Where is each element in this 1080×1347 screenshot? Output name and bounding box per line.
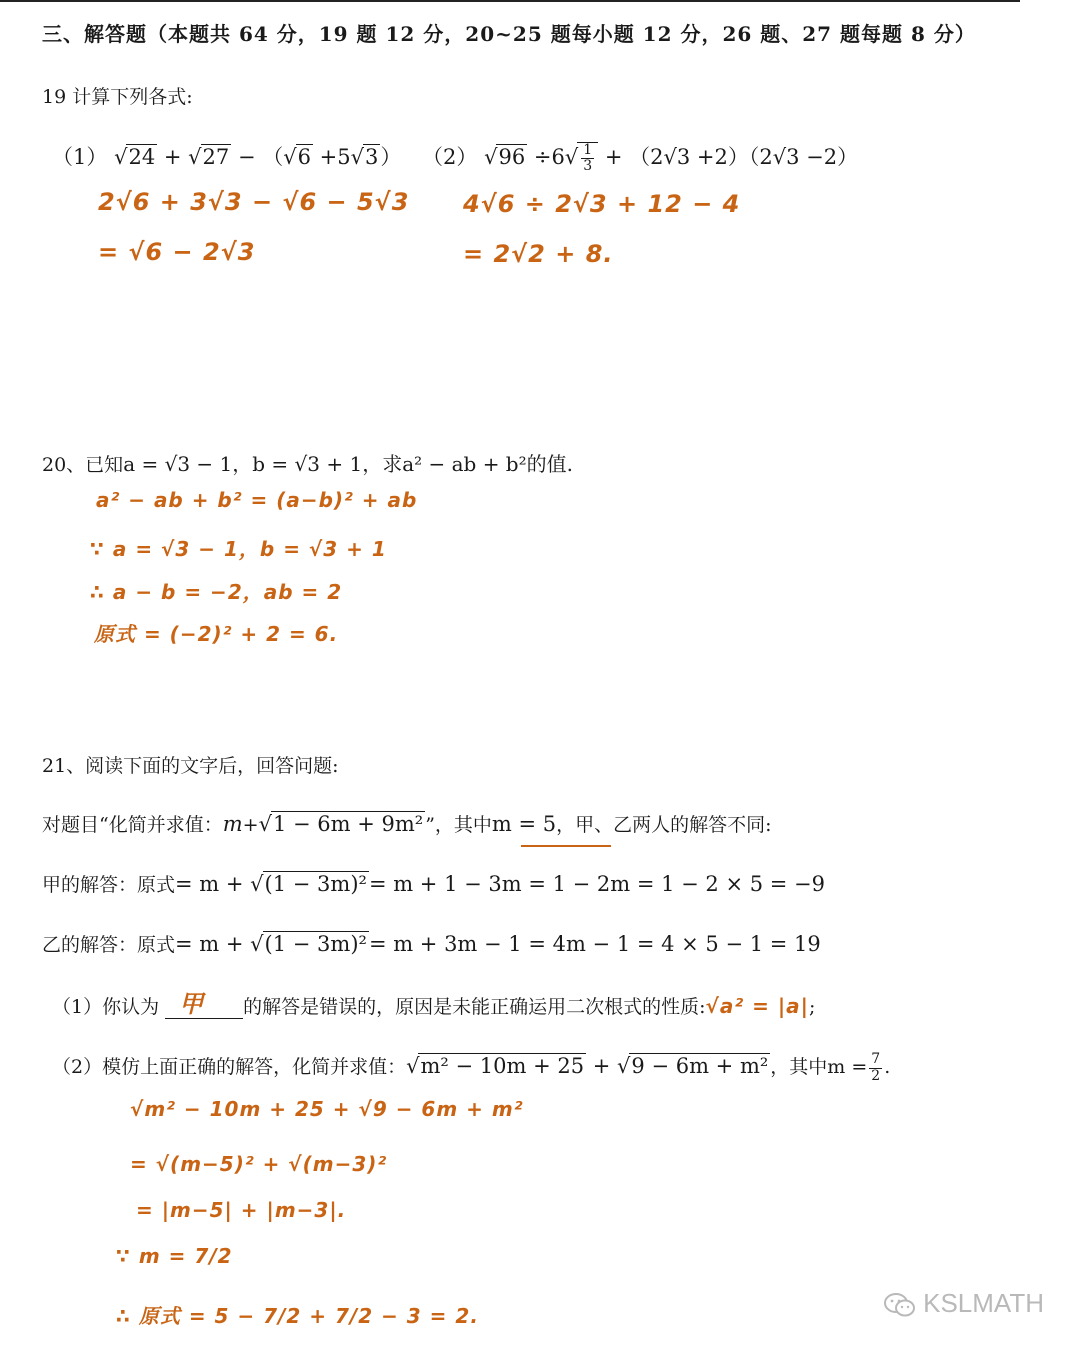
q21-work-line-4: ∵ m = 7/2 bbox=[116, 1244, 233, 1268]
q19-part1-label: （1） bbox=[52, 145, 108, 169]
radicand: 3 bbox=[365, 145, 379, 169]
wechat-icon bbox=[883, 1292, 917, 1318]
q21-part1 bbox=[52, 992, 815, 1019]
radical-sign bbox=[250, 872, 263, 896]
radical-sign bbox=[114, 145, 127, 169]
fraction bbox=[581, 143, 594, 175]
numerator: 7 bbox=[871, 1051, 881, 1068]
part1-end: ; bbox=[808, 996, 816, 1018]
radical-sign bbox=[188, 145, 201, 169]
radicand: m² − 10m + 25 bbox=[420, 1054, 585, 1078]
q19-part2-expression: （2） √ 96 ÷6√ $\frac{1}{3}$ + （2√3 +2）（2√3 −2） bbox=[422, 141, 858, 174]
q20-work-line-4: 原式 = (−2)² + 2 = 6. bbox=[94, 622, 339, 646]
radicand: 96 bbox=[498, 145, 526, 169]
fraction bbox=[869, 1052, 882, 1084]
part1-text: 的解答是错误的，原因是未能正确运用二次根式的性质: bbox=[243, 996, 706, 1018]
q21-work-line-1: √m² − 10m + 25 + √9 − 6m + m² bbox=[130, 1097, 524, 1121]
q21-problem-text: ，甲、乙两人的解答不同: bbox=[556, 814, 772, 836]
radical-sign bbox=[250, 932, 263, 956]
q21-work-line-2: = √(m−5)² + √(m−3)² bbox=[130, 1152, 388, 1176]
q19-part1-work-line-2: = √6 − 2√3 bbox=[98, 238, 256, 266]
denominator: 2 bbox=[871, 1067, 881, 1084]
part1-property-answer: √a² = |a| bbox=[705, 994, 809, 1018]
watermark bbox=[883, 1288, 1044, 1319]
part2-text: （2）模仿上面正确的解答，化简并求值： bbox=[52, 1056, 407, 1078]
jia-steps: = m + 1 − 3m = 1 − 2m = 1 − 2 × 5 = −9 bbox=[368, 872, 826, 896]
radical-sign bbox=[484, 145, 497, 169]
radicand: (1 − 3m)² bbox=[264, 872, 367, 896]
q19-part2-label: （2） bbox=[422, 145, 478, 169]
yi-steps: = m + 3m − 1 = 4m − 1 = 4 × 5 − 1 = 19 bbox=[368, 932, 821, 956]
q21-part2: （2）模仿上面正确的解答，化简并求值：√ m² − 10m + 25 + √ 9 − 6m + m² ，其中m = $\frac{7}{2}$ . bbox=[52, 1052, 890, 1084]
coefficient: 5 bbox=[337, 145, 351, 169]
radicand: 27 bbox=[202, 145, 230, 169]
q21-problem-text: ”，其中 bbox=[425, 814, 492, 836]
q19-part1-expression: （1） √ 24 + √ 27 − （√ 6 +5√ 3） bbox=[52, 141, 401, 171]
watermark-text: KSLMATH bbox=[923, 1288, 1044, 1318]
coefficient: 6 bbox=[551, 145, 565, 169]
answer-blank[interactable] bbox=[165, 990, 243, 1019]
q21-work-line-3: = |m−5| + |m−3|. bbox=[136, 1198, 347, 1222]
q21-work-line-5: ∴ 原式 = 5 − 7/2 + 7/2 − 3 = 2. bbox=[116, 1304, 479, 1328]
product-term: （2√3 +2）（2√3 −2） bbox=[629, 145, 859, 169]
radical-sign bbox=[565, 145, 578, 169]
yi-label: 乙的解答：原式 bbox=[42, 934, 176, 956]
section-title: 三、解答题（本题共 64 分，19 题 12 分，20~25 题每小题 12 分，26 题、27 题每题 8 分） bbox=[42, 22, 976, 46]
q20-prefix: 20、已知 bbox=[42, 454, 124, 476]
radical-sign bbox=[406, 1054, 419, 1078]
radicand: (1 − 3m)² bbox=[264, 932, 367, 956]
q20-question bbox=[42, 448, 573, 477]
handwritten-underline bbox=[521, 845, 611, 847]
q21-problem: 对题目“化简并求值：m+√ 1 − 6m + 9m² ”，其中m = 5，甲、乙两人的解答不同: bbox=[42, 810, 772, 837]
q20-text: a = √3 − 1，b = √3 + 1，求a² − ab + b²的值. bbox=[123, 452, 573, 476]
part1-text: （1）你认为 bbox=[52, 996, 160, 1018]
radicand: 24 bbox=[128, 145, 156, 169]
q19-part2-work-line-2: = 2√2 + 8. bbox=[463, 240, 614, 268]
radical-sign bbox=[617, 1054, 630, 1078]
q19-title: 19 计算下列各式: bbox=[42, 86, 193, 108]
q20-work-line-2: ∵ a = √3 − 1，b = √3 + 1 bbox=[90, 537, 387, 561]
radical-sign bbox=[283, 145, 296, 169]
q20-work-line-1: a² − ab + b² = (a−b)² + ab bbox=[96, 488, 418, 512]
numerator: 1 bbox=[583, 141, 593, 158]
denominator: 3 bbox=[583, 158, 593, 174]
q19-part2-work-line-1: 4√6 ÷ 2√3 + 12 − 4 bbox=[463, 190, 741, 218]
q19-part1-work-line-1: 2√6 + 3√3 − √6 − 5√3 bbox=[98, 188, 410, 216]
radical-sign bbox=[259, 812, 272, 836]
q21-condition: m = 5 bbox=[491, 812, 557, 836]
q21-title: 21、阅读下面的文字后，回答问题: bbox=[42, 755, 339, 777]
q21-yi-solution: 乙的解答：原式= m + √ (1 − 3m)²= m + 3m − 1 = 4m − 1 = 4 × 5 − 1 = 19 bbox=[42, 930, 821, 957]
radicand: 9 − 6m + m² bbox=[631, 1054, 769, 1078]
jia-label: 甲的解答：原式 bbox=[42, 874, 176, 896]
part1-answer: 甲 bbox=[179, 990, 205, 1018]
q21-problem-text: 对题目“化简并求值： bbox=[42, 814, 223, 836]
q21-jia-solution: 甲的解答：原式= m + √ (1 − 3m)²= m + 1 − 3m = 1 − 2m = 1 − 2 × 5 = −9 bbox=[42, 870, 825, 897]
q20-work-line-3: ∴ a − b = −2，ab = 2 bbox=[90, 580, 343, 604]
top-rule bbox=[0, 0, 1020, 2]
part2-text: ，其中m = bbox=[770, 1056, 868, 1078]
radicand: 1 − 6m + 9m² bbox=[272, 812, 424, 836]
radicand: 6 bbox=[297, 145, 311, 169]
radical-sign bbox=[351, 145, 364, 169]
